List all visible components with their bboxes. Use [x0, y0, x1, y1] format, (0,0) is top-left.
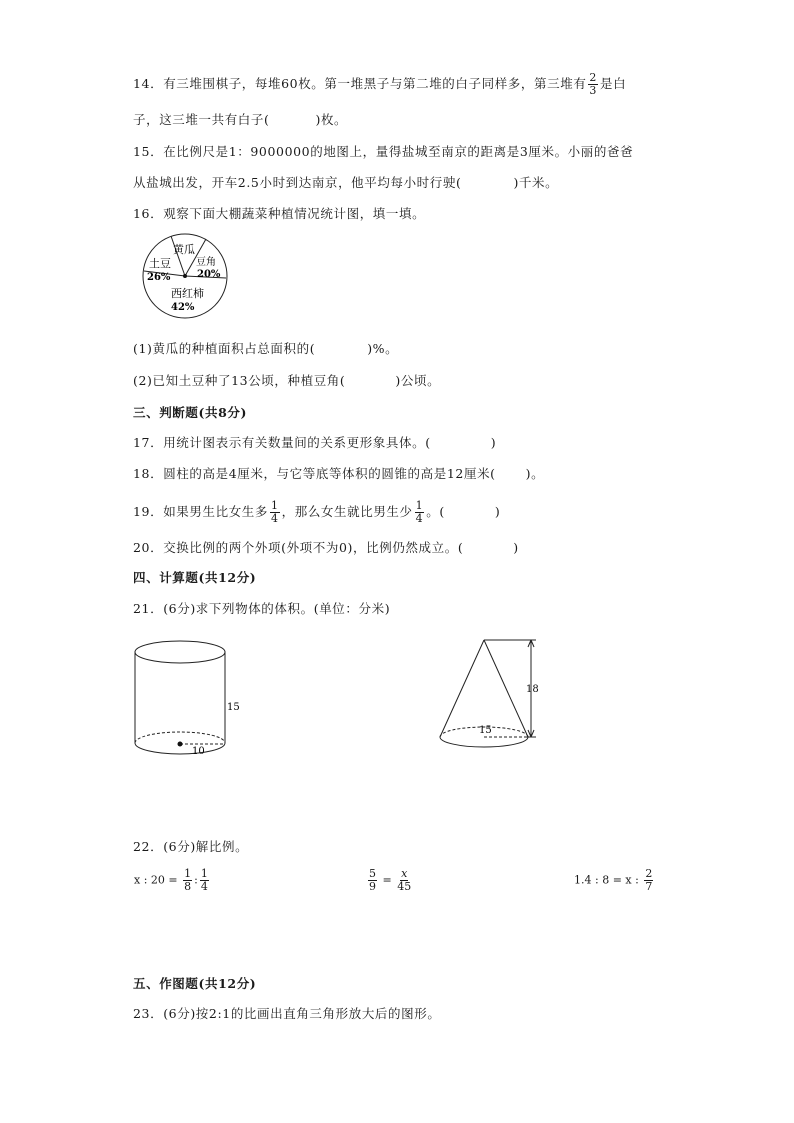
fraction: $\frac{1}{4}$: [271, 499, 279, 525]
question-14-line2: 子，这三堆一共有白子( )枚。: [133, 112, 348, 127]
question-18: 18．圆柱的高是4厘米，与它等底等体积的圆锥的高是12厘米( )。: [133, 466, 545, 481]
question-16-sub2: (2)已知土豆种了13公顷，种植豆角( )公顷。: [133, 373, 441, 388]
fraction: $\frac{1}{4}$: [200, 867, 208, 893]
cone-radius-label: 15: [479, 725, 492, 736]
question-19: 19．如果男生比女生多 $\frac{1}{4}$ ，那么女生就比男生少 $\frac{1}{4}$ 。( ): [133, 499, 501, 525]
section-3-heading: 三、判断题(共8分): [133, 405, 248, 420]
equation-2: $\frac{5}{9}$ = $\frac{x}{45}$: [369, 867, 412, 893]
equation-3: 1.4 : 8 = x : $\frac{2}{7}$: [574, 867, 653, 893]
cylinder-center-dot: [178, 742, 183, 747]
cylinder-top: [135, 641, 225, 663]
cone-figure: [432, 634, 550, 758]
cone-side: [440, 640, 484, 737]
equation-1: x : 20 = $\frac{1}{8}$ : $\frac{1}{4}$: [134, 867, 208, 893]
pie-center-dot: [183, 274, 187, 278]
cone-height-label: 18: [526, 684, 539, 695]
cone-base-front: [440, 737, 528, 747]
question-14-line1: 14．有三堆围棋子，每堆60枚。第一堆黑子与第二堆的白子同样多，第三堆有 $\frac{2}{3}$ 是白: [133, 71, 627, 97]
question-23-text: 23．(6分)按2:1的比画出直角三角形放大后的图形。: [133, 1006, 441, 1021]
question-16-text: 16．观察下面大棚蔬菜种植情况统计图，填一填。: [133, 206, 426, 221]
fraction: $\frac{1}{8}$: [184, 867, 192, 893]
cylinder-figure: [130, 638, 250, 762]
pie-value-bean: 20%: [197, 269, 221, 280]
cylinder-radius-label: 10: [192, 746, 205, 757]
pie-label-tomato: 西红柿: [171, 287, 204, 300]
fraction: $\frac{2}{3}$: [589, 71, 598, 97]
question-15-line1: 15．在比例尺是1：9000000的地图上，量得盐城至南京的距离是3厘米。小丽的爸爸: [133, 144, 634, 159]
vegetable-pie-chart: [138, 232, 234, 320]
question-21-text: 21．(6分)求下列物体的体积。(单位：分米): [133, 601, 391, 616]
pie-value-potato: 26%: [147, 272, 171, 283]
pie-label-potato: 土豆: [149, 257, 171, 270]
fraction: $\frac{x}{45}$: [397, 867, 412, 893]
cylinder-height-label: 15: [227, 702, 240, 713]
question-17: 17．用统计图表示有关数量间的关系更形象具体。( ): [133, 435, 497, 450]
question-15-line2: 从盐城出发，开车2.5小时到达南京，他平均每小时行驶( )千米。: [133, 175, 559, 190]
pie-label-cucumber: 黄瓜: [173, 243, 195, 256]
question-16-sub1: (1)黄瓜的种植面积占总面积的( )%。: [133, 341, 399, 356]
fraction: $\frac{5}{9}$: [369, 867, 376, 893]
question-22-text: 22．(6分)解比例。: [133, 839, 249, 854]
section-4-heading: 四、计算题(共12分): [133, 570, 257, 585]
question-20: 20．交换比例的两个外项(外项不为0)，比例仍然成立。( ): [133, 540, 519, 555]
pie-label-bean: 豆角: [196, 257, 216, 268]
section-5-heading: 五、作图题(共12分): [133, 976, 257, 991]
cone-side: [484, 640, 528, 737]
fraction: $\frac{1}{4}$: [415, 499, 424, 525]
pie-value-tomato: 42%: [171, 302, 195, 313]
cylinder-bottom-back: [135, 732, 225, 743]
fraction: $\frac{2}{7}$: [645, 867, 653, 893]
